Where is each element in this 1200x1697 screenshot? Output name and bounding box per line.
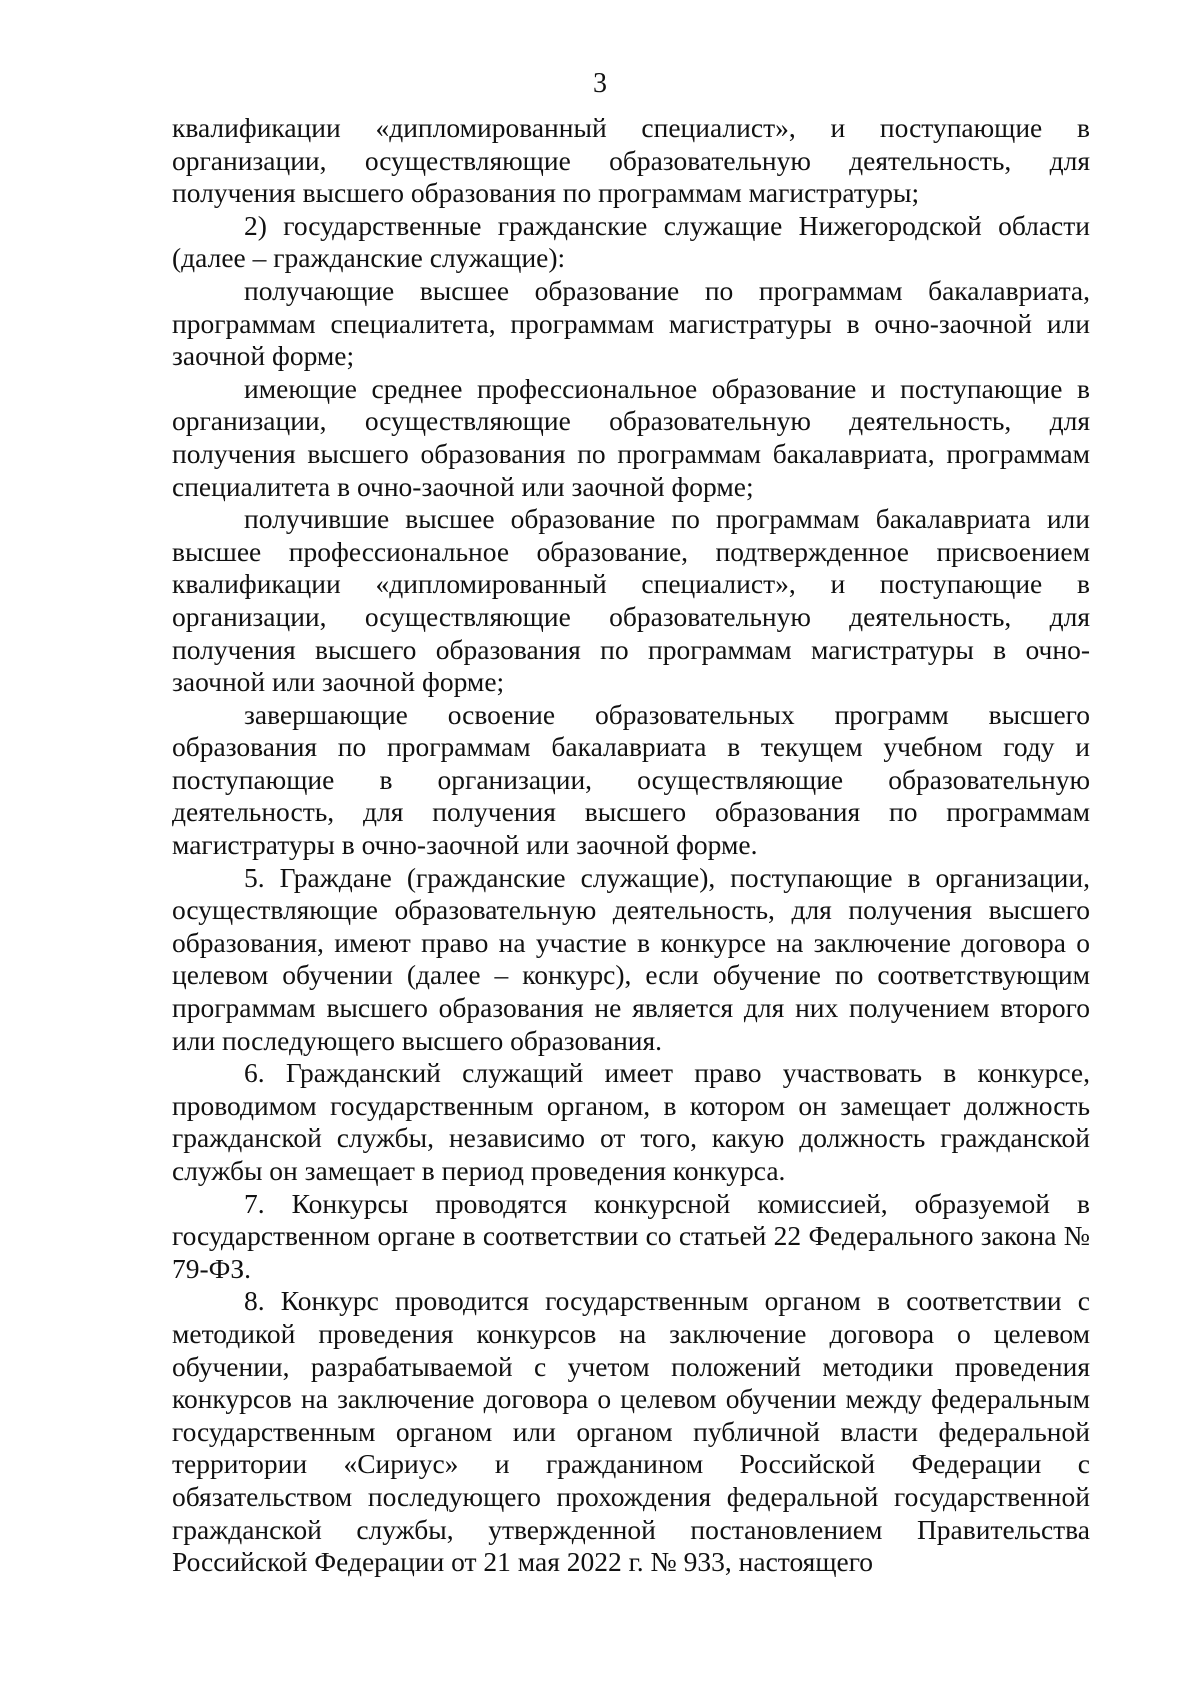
paragraph-receiving-education: получающие высшее образование по программам бакалавриата, программам специалитета, программам магистратуры в очно-заочной или заочной форме; (172, 274, 1090, 372)
paragraph-item-5: 5. Граждане (гражданские служащие), поступающие в организации, осуществляющие образовательную деятельность, для получения высшего образования, имеют право на участие в конкурсе на заключение договора о целевом обучении (далее – конкурс), если обучение по соответствующим программам высшего образования не является для них получением второго или последующего высшего образования. (172, 861, 1090, 1056)
paragraph-continuation: квалификации «дипломированный специалист», и поступающие в организации, осуществляющие образовательную деятельность, для получения высшего образования по программам магистратуры; (172, 112, 1090, 209)
paragraph-having-higher-education: получившие высшее образование по программам бакалавриата или высшее профессиональное образование, подтвержденное присвоением квалификации «дипломированный специалист», и поступающие в организации, осуществляющие образовательную деятельность, для получения высшего образования по программам магистратуры в очно-заочной или заочной форме; (172, 503, 1090, 698)
paragraph-item-6: 6. Гражданский служащий имеет право участвовать в конкурсе, проводимом государственным органом, в котором он замещает должность гражданской службы, независимо от того, какую должность гражданской службы он замещает в период проведения конкурса. (172, 1057, 1090, 1186)
paragraph-completing-bachelor: завершающие освоение образовательных программ высшего образования по программам бакалавриата в текущем учебном году и поступающие в организации, осуществляющие образовательную деятельность, для получения высшего образования по программам магистратуры в очно-заочной или заочной форме. (172, 698, 1090, 861)
page-number: 3 (593, 68, 607, 99)
paragraph-item-7: 7. Конкурсы проводятся конкурсной комиссией, образуемой в государственном органе в соответствии со статьей 22 Федерального закона № 79-ФЗ. (172, 1187, 1090, 1284)
paragraph-having-secondary-education: имеющие среднее профессиональное образование и поступающие в организации, осуществляющие образовательную деятельность, для получения высшего образования по программам бакалавриата, программам специалитета в очно-заочной или заочной форме; (172, 372, 1090, 502)
document-body (172, 112, 1090, 1579)
paragraph-item-2: 2) государственные гражданские служащие Нижегородской области (далее – гражданские служащие): (172, 209, 1090, 274)
paragraph-item-8: 8. Конкурс проводится государственным органом в соответствии с методикой проведения конкурсов на заключение договора о целевом обучении, разрабатываемой с учетом положений методики проведения конкурсов на заключение договора о целевом обучении между федеральным государственным органом или органом публичной власти федеральной территории «Сириус» и гражданином Российской Федерации с обязательством последующего прохождения федеральной государственной гражданской службы, утвержденной постановлением Правительства Российской Федерации от 21 мая 2022 г. № 933, настоящего (172, 1285, 1090, 1578)
